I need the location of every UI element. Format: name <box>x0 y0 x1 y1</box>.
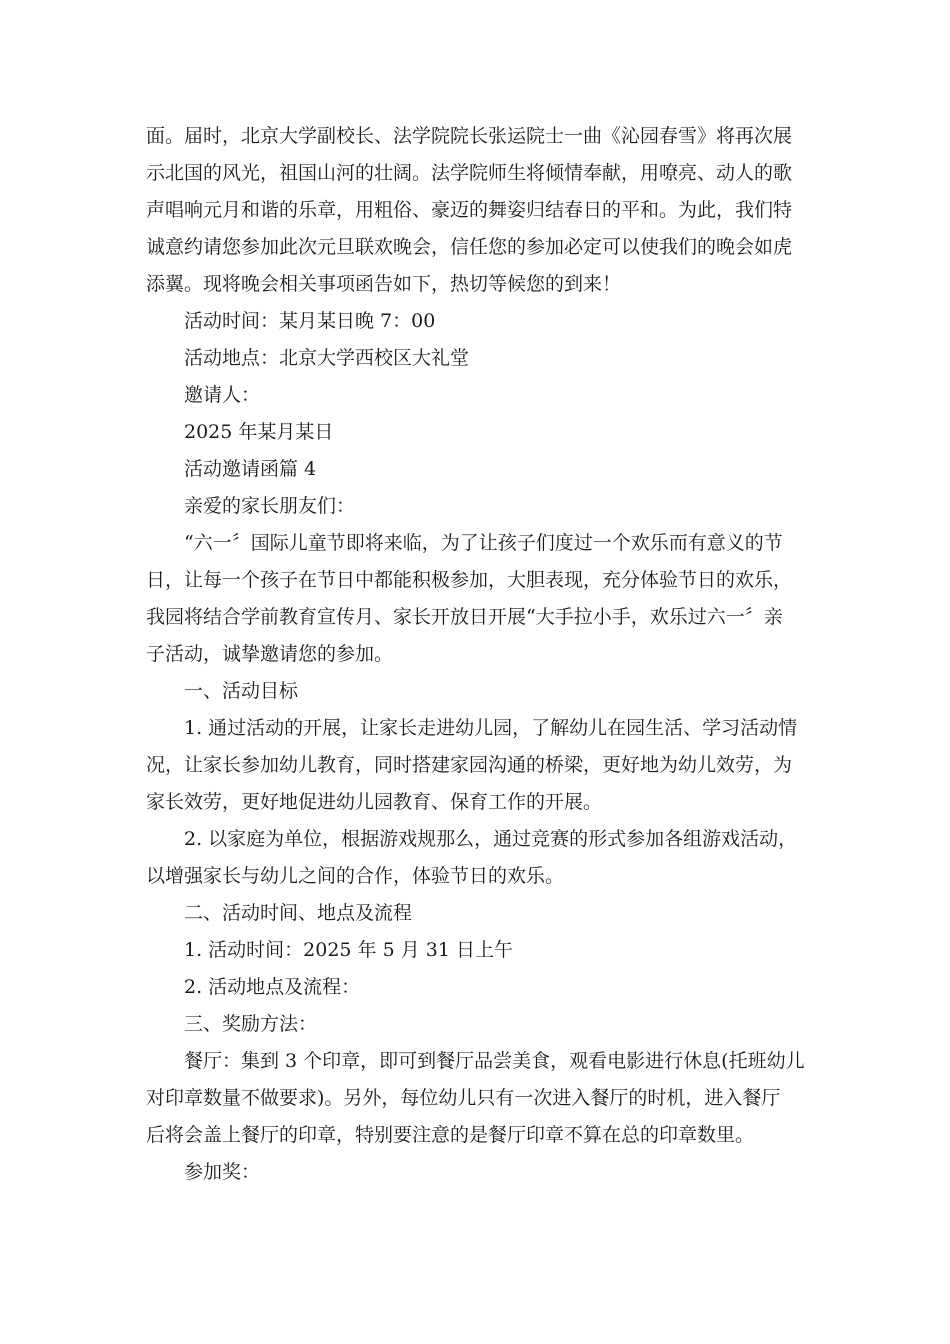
text-line: 活动时间：某月某日晚 7：00 <box>184 310 436 332</box>
paragraph <box>146 303 811 340</box>
text-line: 三、奖励方法： <box>184 1013 318 1035</box>
text-line: 活动邀请函篇 4 <box>184 458 317 480</box>
paragraph <box>146 895 811 932</box>
paragraph <box>146 1006 811 1043</box>
paragraph <box>146 414 811 451</box>
paragraph <box>146 377 811 414</box>
text-line: 日，让每一个孩子在节日中都能积极参加，大胆表现，充分体验节日的欢乐， <box>146 569 793 591</box>
paragraph <box>146 932 811 969</box>
text-line: 况，让家长参加幼儿教育，同时搭建家园沟通的桥梁，更好地为幼儿效劳，为 <box>146 754 793 776</box>
text-line: 添翼。现将晚会相关事项函告如下，热切等候您的到来！ <box>146 273 622 295</box>
paragraph <box>146 340 811 377</box>
paragraph <box>146 821 811 895</box>
text-line: 子活动，诚挚邀请您的参加。 <box>146 643 394 665</box>
text-line: 我园将结合学前教育宣传月、家长开放日开展“大手拉小手，欢乐过六一〞亲 <box>146 606 783 628</box>
text-line: 对印章数量不做要求)。另外，每位幼儿只有一次进入餐厅的时机，进入餐厅 <box>146 1087 781 1109</box>
text-line: 诚意约请您参加此次元旦联欢晚会，信任您的参加必定可以使我们的晚会如虎 <box>146 236 793 258</box>
text-line: 活动地点：北京大学西校区大礼堂 <box>184 347 470 369</box>
text-line: 餐厅：集到 3 个印章，即可到餐厅品尝美食，观看电影进行休息(托班幼儿 <box>184 1050 805 1072</box>
paragraph <box>146 1043 811 1154</box>
text-line: 声唱响元月和谐的乐章，用粗俗、豪迈的舞姿归结春日的平和。为此，我们特 <box>146 199 793 221</box>
text-line: 2025 年某月某日 <box>184 421 334 443</box>
text-line: 参加奖： <box>184 1161 261 1183</box>
paragraph <box>146 969 811 1006</box>
paragraph <box>146 710 811 821</box>
paragraph <box>146 525 811 673</box>
text-line: 2. 活动地点及流程： <box>184 976 361 998</box>
paragraph <box>146 451 811 488</box>
text-line: 示北国的风光，祖国山河的壮阔。法学院师生将倾情奉献，用嘹亮、动人的歌 <box>146 162 793 184</box>
paragraph <box>146 488 811 525</box>
text-line: 面。届时，北京大学副校长、法学院院长张运院士一曲《沁园春雪》将再次展 <box>146 125 793 147</box>
paragraph <box>146 118 811 303</box>
paragraph <box>146 1154 811 1191</box>
paragraph <box>146 673 811 710</box>
text-line: 1. 活动时间：2025 年 5 月 31 日上午 <box>184 939 513 961</box>
text-line: 邀请人： <box>184 384 261 406</box>
text-line: 家长效劳，更好地促进幼儿园教育、保育工作的开展。 <box>146 791 603 813</box>
document-page <box>146 118 811 1191</box>
text-line: 1. 通过活动的开展，让家长走进幼儿园，了解幼儿在园生活、学习活动情 <box>184 717 798 739</box>
text-line: 二、活动时间、地点及流程 <box>184 902 413 924</box>
text-line: 2. 以家庭为单位，根据游戏规那么，通过竞赛的形式参加各组游戏活动， <box>184 828 798 850</box>
text-line: 后将会盖上餐厅的印章，特别要注意的是餐厅印章不算在总的印章数里。 <box>146 1124 755 1146</box>
text-line: 以增强家长与幼儿之间的合作，体验节日的欢乐。 <box>146 865 565 887</box>
text-line: 一、活动目标 <box>184 680 299 702</box>
text-line: “六一〞国际儿童节即将来临，为了让孩子们度过一个欢乐而有意义的节 <box>184 532 783 554</box>
text-line: 亲爱的家长朋友们： <box>184 495 356 517</box>
